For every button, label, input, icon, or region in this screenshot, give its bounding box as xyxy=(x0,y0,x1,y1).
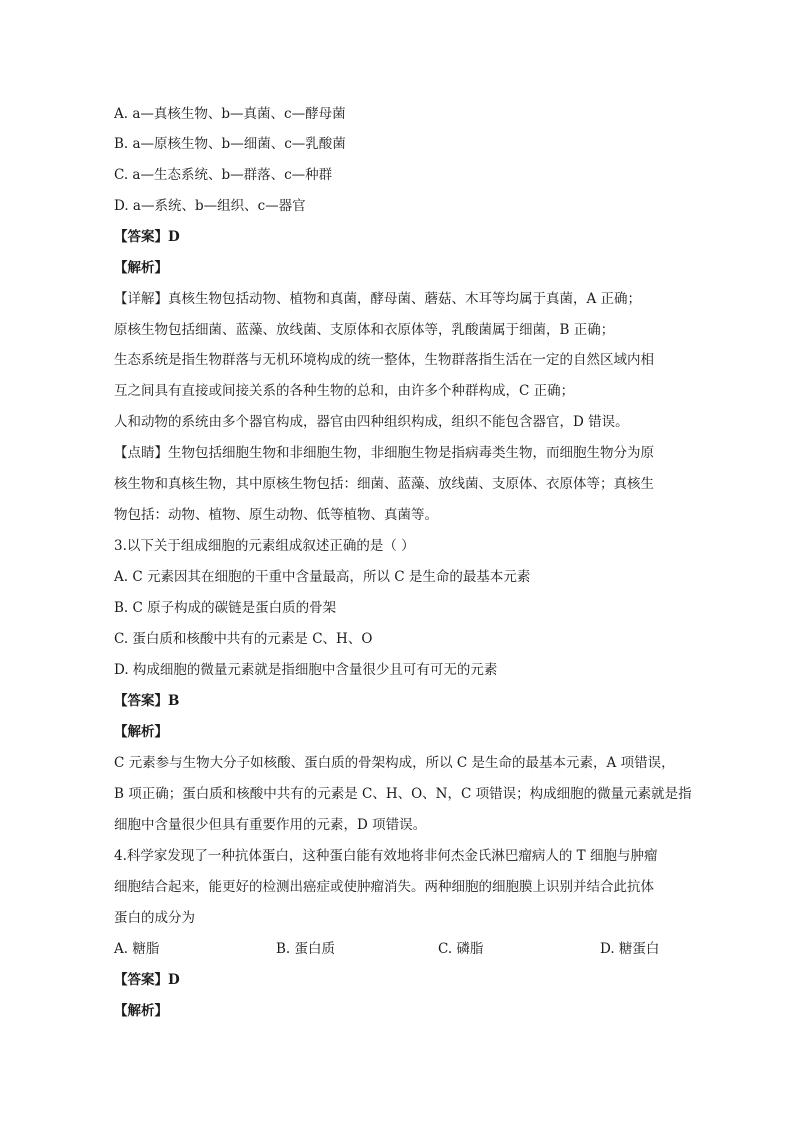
q3-analysis-line-1: C 元素参与生物大分子如核酸、蛋白质的骨架构成，所以 C 是生命的最基本元素，A 项错误， xyxy=(114,755,675,771)
q4-answer: 【答案】D xyxy=(114,972,180,988)
q3-option-b: B. C 原子构成的碳链是蛋白质的骨架 xyxy=(114,600,337,616)
q3-analysis-line-3: 细胞中含量很少但具有重要作用的元素，D 项错误。 xyxy=(114,817,427,833)
q3-option-a: A. C 元素因其在细胞的干重中含量最高，所以 C 是生命的最基本元素 xyxy=(114,569,531,585)
q2-option-d: D. a—系统、b—组织、c—器官 xyxy=(114,198,306,214)
q2-detail-line-4: 互之间具有直接或间接关系的各种生物的总和，由许多个种群构成，C 正确； xyxy=(114,383,575,399)
q2-tips-line-2: 核生物和真核生物，其中原核生物包括：细菌、蓝藻、放线菌、支原体、衣原体等；真核生 xyxy=(114,476,654,492)
q2-detail-line-1: 【详解】真核生物包括动物、植物和真菌，酵母菌、蘑菇、木耳等均属于真菌，A 正确； xyxy=(114,291,642,307)
q2-option-b: B. a—原核生物、b—细菌、c—乳酸菌 xyxy=(114,136,346,152)
q2-tips-line-3: 物包括：动物、植物、原生动物、低等植物、真菌等。 xyxy=(114,507,438,523)
q2-option-a: A. a—真核生物、b—真菌、c—酵母菌 xyxy=(114,106,346,122)
q3-option-d: D. 构成细胞的微量元素就是指细胞中含量很少且可有可无的元素 xyxy=(114,662,498,678)
q3-analysis-title: 【解析】 xyxy=(114,724,168,740)
q2-option-c: C. a—生态系统、b—群落、c—种群 xyxy=(114,167,333,183)
q4-analysis-title: 【解析】 xyxy=(114,1003,168,1019)
q4-option-c: C. 磷脂 xyxy=(438,941,484,957)
q4-stem-line-3: 蛋白的成分为 xyxy=(114,910,195,926)
q2-detail-line-5: 人和动物的系统由多个器官构成，器官由四种组织构成，组织不能包含器官，D 错误。 xyxy=(114,414,629,430)
q4-option-a: A. 糖脂 xyxy=(114,941,160,957)
q4-option-b: B. 蛋白质 xyxy=(276,941,336,957)
q2-detail-line-2: 原核生物包括细菌、蓝藻、放线菌、支原体和衣原体等，乳酸菌属于细菌，B 正确； xyxy=(114,322,615,338)
q4-stem-line-1: 4.科学家发现了一种抗体蛋白，这种蛋白能有效地将非何杰金氏淋巴瘤病人的 T 细胞与肿瘤 xyxy=(114,848,658,864)
q2-tips-line-1: 【点睛】生物包括细胞生物和非细胞生物，非细胞生物是指病毒类生物，而细胞生物分为原 xyxy=(114,445,654,461)
q4-option-d: D. 糖蛋白 xyxy=(600,941,660,957)
q4-stem-line-2: 细胞结合起来，能更好的检测出癌症或使肿瘤消失。两种细胞的细胞膜上识别并结合此抗体 xyxy=(114,879,654,895)
q2-analysis-title: 【解析】 xyxy=(114,260,168,276)
q3-analysis-line-2: B 项正确；蛋白质和核酸中共有的元素是 C、H、O、N，C 项错误；构成细胞的微量元素就是指 xyxy=(114,786,692,802)
q3-answer: 【答案】B xyxy=(114,693,180,709)
q2-detail-line-3: 生态系统是指生物群落与无机环境构成的统一整体，生物群落指生活在一定的自然区域内相 xyxy=(114,352,654,368)
q2-answer: 【答案】D xyxy=(114,229,180,245)
q3-option-c: C. 蛋白质和核酸中共有的元素是 C、H、O xyxy=(114,631,373,647)
q3-stem: 3.以下关于组成细胞的元素组成叙述正确的是（ ） xyxy=(114,538,415,554)
